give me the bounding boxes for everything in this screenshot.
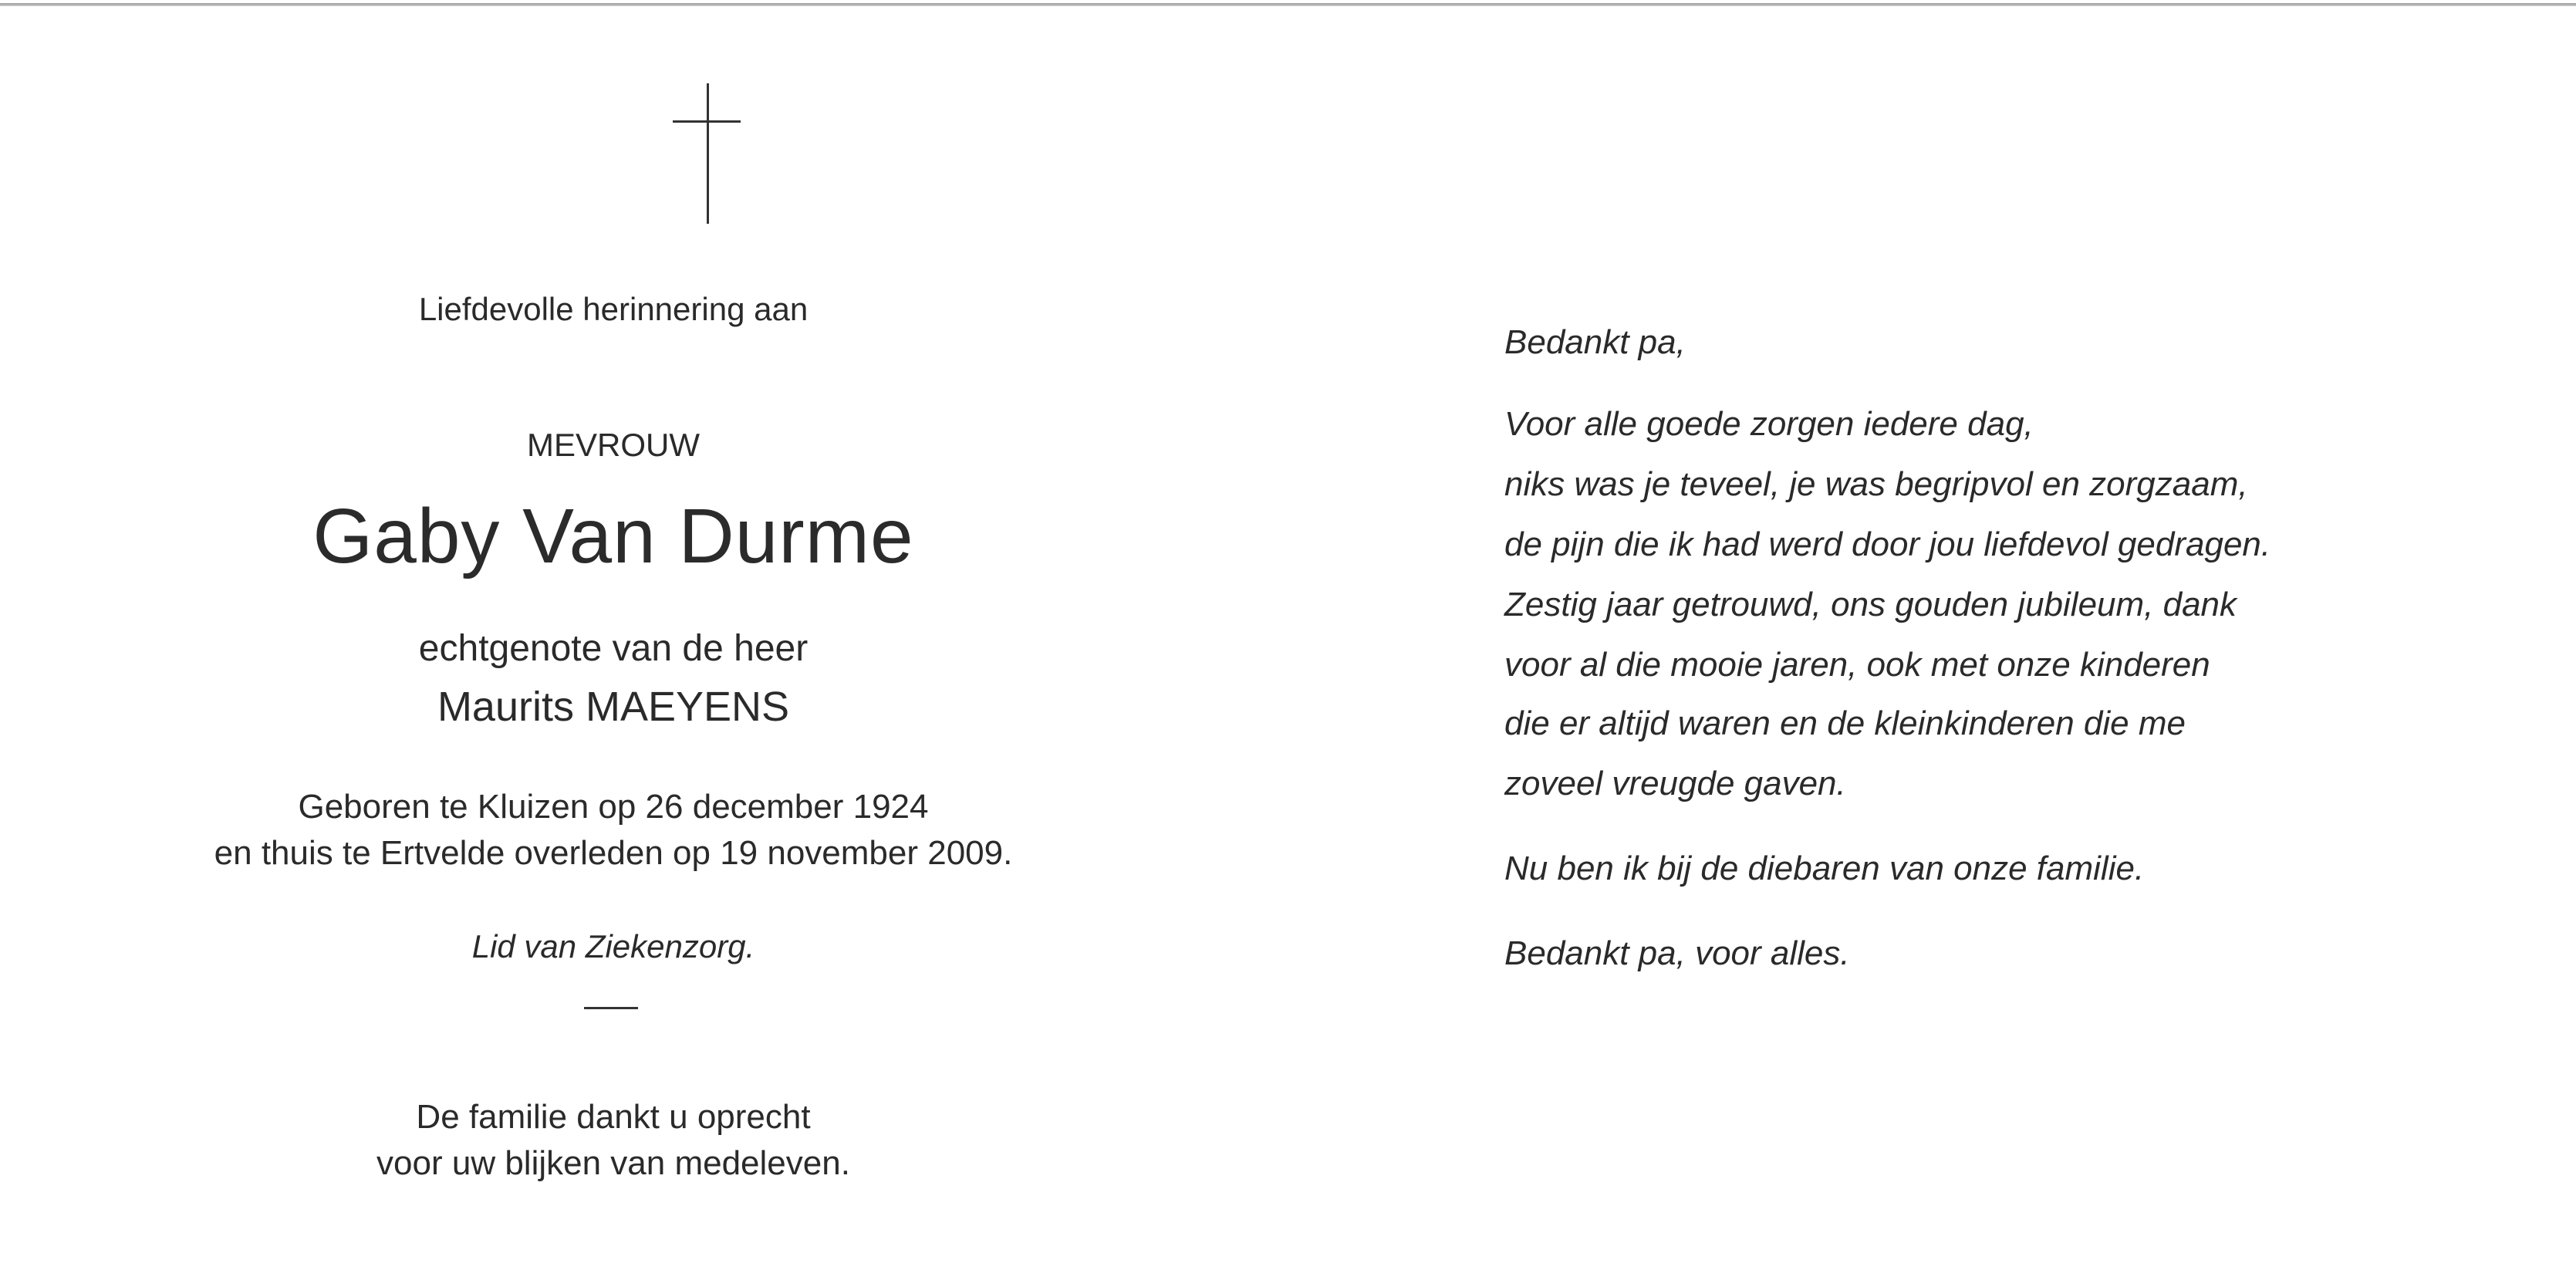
closing-line-1: Nu ben ik bij de diebaren van onze familie. — [1504, 850, 2145, 887]
divider-dash — [584, 1007, 638, 1009]
death-info: en thuis te Ertvelde overleden op 19 november 2009. — [214, 834, 1013, 872]
spouse-label: echtgenote van de heer — [418, 628, 809, 669]
right-panel — [1504, 0, 2507, 1287]
closing-line-2: Bedankt pa, voor alles. — [1504, 934, 1850, 972]
poem-line: voor al die mooie jaren, ook met onze kinderen — [1504, 646, 2210, 684]
membership-note: Lid van Ziekenzorg. — [471, 928, 755, 964]
deceased-name: Gaby Van Durme — [312, 493, 914, 579]
family-thanks-line-1: De familie dankt u oprecht — [416, 1098, 811, 1136]
intro-text: Liefdevolle herinnering aan — [418, 291, 809, 327]
birth-info: Geboren te Kluizen op 26 december 1924 — [298, 788, 929, 826]
poem-line: die er altijd waren en de kleinkinderen die me — [1504, 704, 2186, 742]
poem-line: de pijn die ik had werd door jou liefdevol gedragen. — [1504, 525, 2271, 563]
poem-line: zoveel vreugde gaven. — [1504, 765, 1846, 802]
honorific-title: MEVROUW — [527, 427, 700, 463]
salutation: Bedankt pa, — [1504, 323, 1686, 361]
poem-line: Zestig jaar getrouwd, ons gouden jubileum, dank — [1504, 586, 2237, 623]
spouse-name: Maurits MAEYENS — [437, 684, 790, 730]
left-panel — [93, 0, 1134, 1287]
family-thanks-line-2: voor uw blijken van medeleven. — [376, 1144, 850, 1182]
poem-line: niks was je teveel, je was begripvol en zorgzaam, — [1504, 465, 2248, 503]
cross-icon — [668, 83, 745, 224]
poem-line: Voor alle goede zorgen iedere dag, — [1504, 405, 2034, 443]
